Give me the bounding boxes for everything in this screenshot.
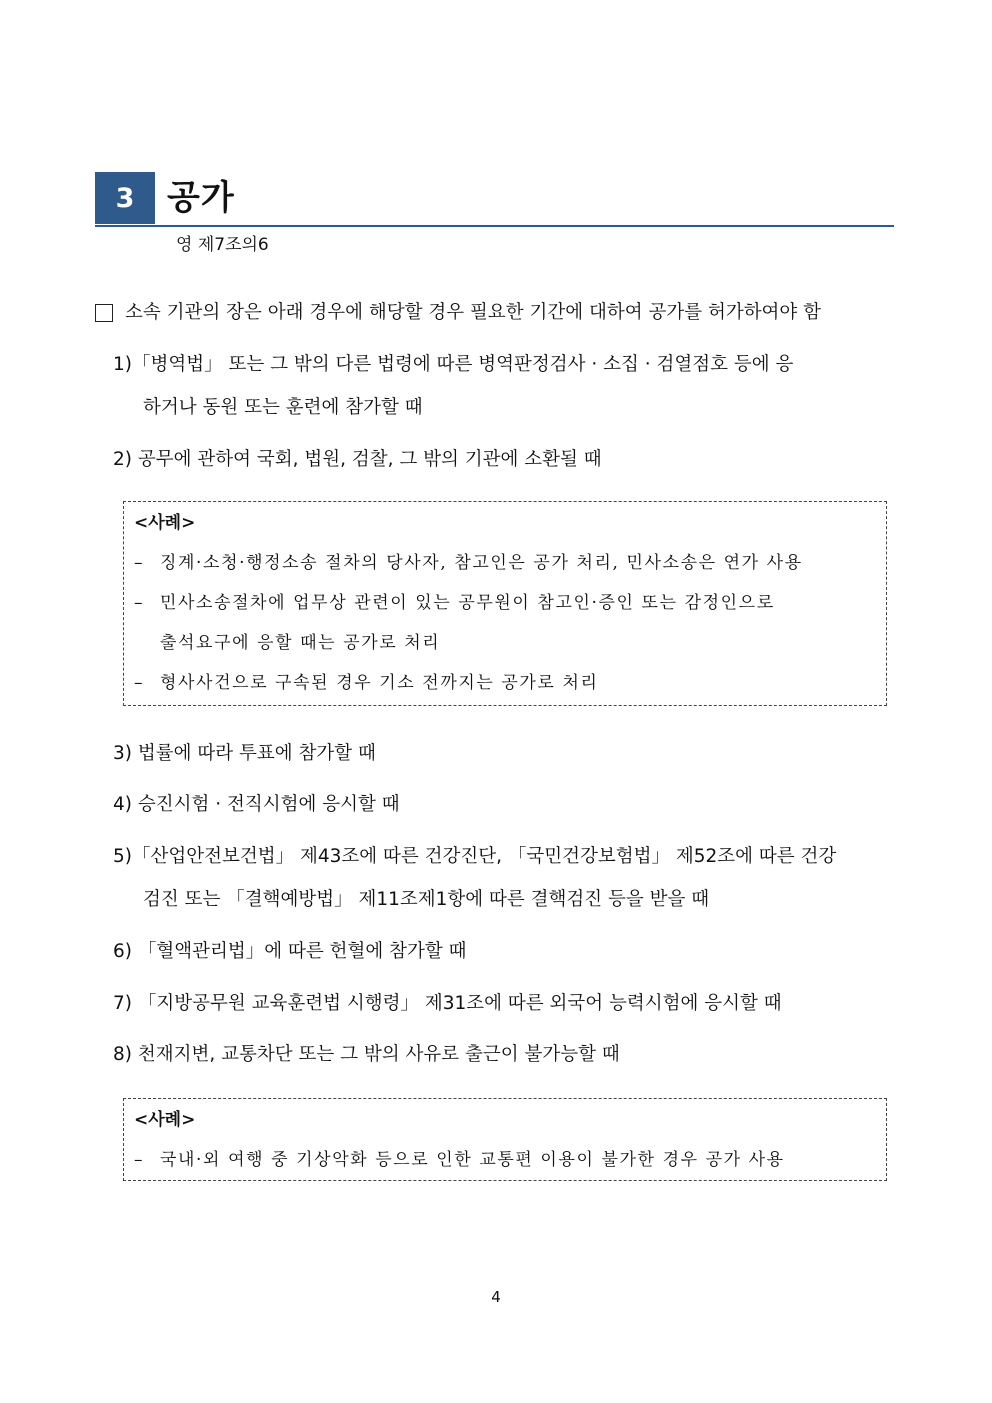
item-line1: 「지방공무원 교육훈련법 시행령」 제31조에 따른 외국어 능력시험에 응시할 때 [137,993,782,1014]
case-line [134,552,876,574]
item-line [113,352,898,378]
list-item [113,1042,898,1068]
item-line1: 「병역법」 또는 그 밖의 다른 법령에 따른 병역판정검사 · 소집 · 검열점호 등에 응 [132,354,794,375]
dash-bullet: – [134,1150,143,1170]
item-number: 3) [113,743,132,764]
case-line [134,672,876,694]
item-number: 4) [113,794,132,815]
item-number: 1) [113,354,132,375]
header-rule [95,225,894,227]
item-line1: 공무에 관하여 국회, 법원, 검찰, 그 밖의 기관에 소환될 때 [137,449,602,470]
item-line1: 「혈액관리법」에 따른 헌혈에 참가할 때 [137,941,467,962]
list-item [113,991,898,1017]
item-line1: 「산업안전보건법」 제43조에 따른 건강진단, 「국민건강보험법」 제52조에 따른 건강 [132,846,837,867]
case-title: <사례> [134,1110,196,1130]
item-number: 2) [113,449,132,470]
dash-bullet: – [134,673,143,693]
section-title: 공가 [167,178,235,218]
case-box [123,501,887,706]
case-text-continued: 출석요구에 응할 때는 공가로 처리 [160,633,441,653]
list-item [113,447,898,473]
item-line2: 하거나 동원 또는 훈련에 참가할 때 [143,397,423,418]
list-item [113,352,898,421]
case-box [123,1098,887,1181]
case-text: 형사사건으로 구속된 경우 기소 전까지는 공가로 처리 [160,673,599,693]
case-text: 민사소송절차에 업무상 관련이 있는 공무원이 참고인·증인 또는 감정인으로 [160,593,775,613]
page-number: 4 [491,1288,501,1306]
item-number: 5) [113,846,132,867]
checkbox-icon [95,304,113,322]
item-number: 8) [113,1044,132,1065]
case-text: 징계·소청·행정소송 절차의 당사자, 참고인은 공가 처리, 민사소송은 연가 사용 [160,553,803,573]
list-item [113,741,898,767]
item-text [113,352,793,378]
item-line2: 검진 또는 「결핵예방법」 제11조제1항에 따른 결핵검진 등을 받을 때 [143,889,710,910]
law-reference: 영 제7조의6 [176,235,269,255]
list-item [113,844,898,913]
case-line [134,592,876,614]
item-line1: 승진시험 · 전직시험에 응시할 때 [137,794,400,815]
section-header [95,172,894,228]
item-line1: 법률에 따라 투표에 참가할 때 [137,743,376,764]
item-number: 7) [113,993,132,1014]
case-title: <사례> [134,513,196,533]
case-line [134,1149,876,1171]
lead-text: 소속 기관의 장은 아래 경우에 해당할 경우 필요한 기간에 대하여 공가를 허가하여야 함 [125,302,822,323]
item-line1: 천재지변, 교통차단 또는 그 밖의 사유로 출근이 불가능할 때 [137,1044,620,1065]
dash-bullet: – [134,553,143,573]
section-number: 3 [95,172,155,224]
item-line [113,846,836,867]
item-number: 6) [113,941,132,962]
list-item [113,792,898,818]
lead-statement [95,300,821,326]
case-text: 국내·외 여행 중 기상악화 등으로 인한 교통편 이용이 불가한 경우 공가 사용 [160,1150,785,1170]
list-item [113,939,898,965]
dash-bullet: – [134,593,143,613]
